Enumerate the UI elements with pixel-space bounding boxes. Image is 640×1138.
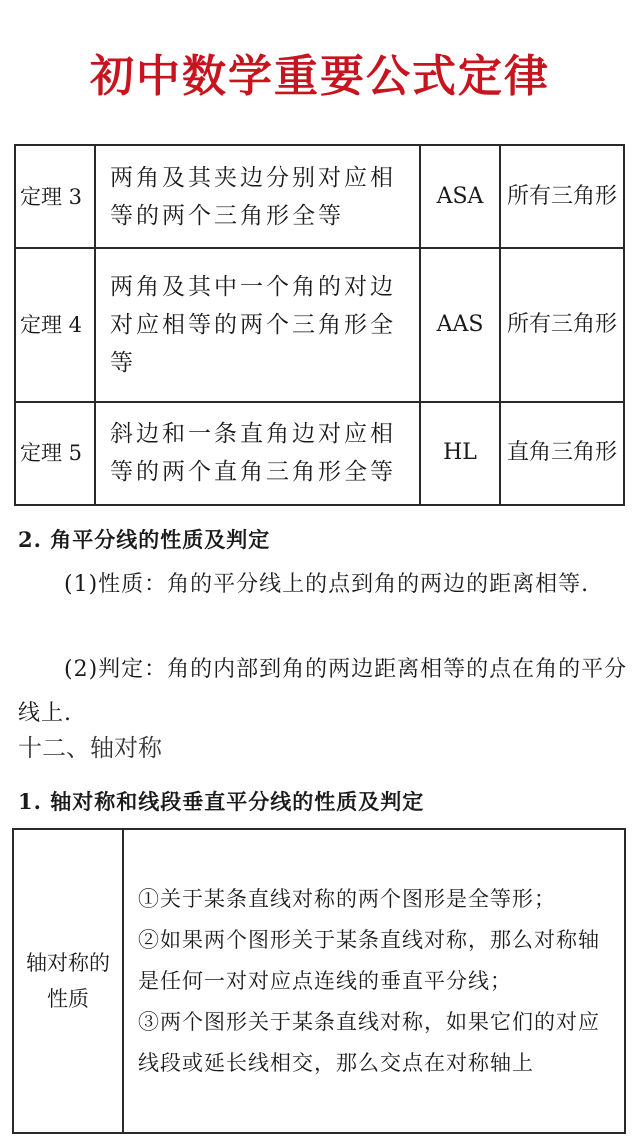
section-heading-angle-bisector: 2. 角平分线的性质及判定 — [18, 527, 271, 552]
theorem-name: 定理 3 — [15, 145, 95, 248]
page-title: 初中数学重要公式定律 — [90, 51, 550, 102]
theorem-abbreviation: HL — [420, 402, 500, 505]
list-item: ③两个图形关于某条直线对称，如果它们的对应线段或延长线相交，那么交点在对称轴上 — [138, 1009, 600, 1075]
axial-symmetry-table — [12, 828, 626, 1134]
list-item: ①关于某条直线对称的两个图形是全等形； — [138, 886, 556, 911]
theorem-scope: 直角三角形 — [500, 402, 624, 505]
bisector-property-paragraph — [18, 563, 628, 607]
chapter-heading: 十二、轴对称 — [18, 734, 162, 762]
theorem-scope: 所有三角形 — [500, 248, 624, 402]
section-heading-axial-symmetry: 1. 轴对称和线段垂直平分线的性质及判定 — [18, 789, 425, 814]
theorem-name: 定理 4 — [15, 248, 95, 402]
table-row — [13, 829, 625, 1133]
row-label: 轴对称的性质 — [13, 829, 123, 1133]
theorem-abbreviation: ASA — [420, 145, 500, 248]
theorem-abbreviation: AAS — [420, 248, 500, 402]
bisector-criterion-text: (2)判定：角的内部到角的两边距离相等的点在角的平分线上. — [18, 657, 628, 726]
list-item: ②如果两个图形关于某条直线对称，那么对称轴是任何一对对应点连线的垂直平分线； — [138, 927, 600, 993]
theorem-name: 定理 5 — [15, 402, 95, 505]
theorem-description: 斜边和一条直角边对应相等的两个直角三角形全等 — [95, 402, 420, 505]
property-list — [123, 829, 625, 1133]
table-row — [15, 402, 624, 505]
theorem-description: 两角及其中一个角的对边对应相等的两个三角形全等 — [95, 248, 420, 402]
bisector-criterion-paragraph — [18, 648, 628, 736]
table-row — [15, 145, 624, 248]
bisector-property-text: (1)性质：角的平分线上的点到角的两边的距离相等. — [64, 572, 590, 597]
table-row — [15, 248, 624, 402]
theorem-description: 两角及其夹边分别对应相等的两个三角形全等 — [95, 145, 420, 248]
congruence-theorem-table — [14, 144, 625, 506]
theorem-scope: 所有三角形 — [500, 145, 624, 248]
